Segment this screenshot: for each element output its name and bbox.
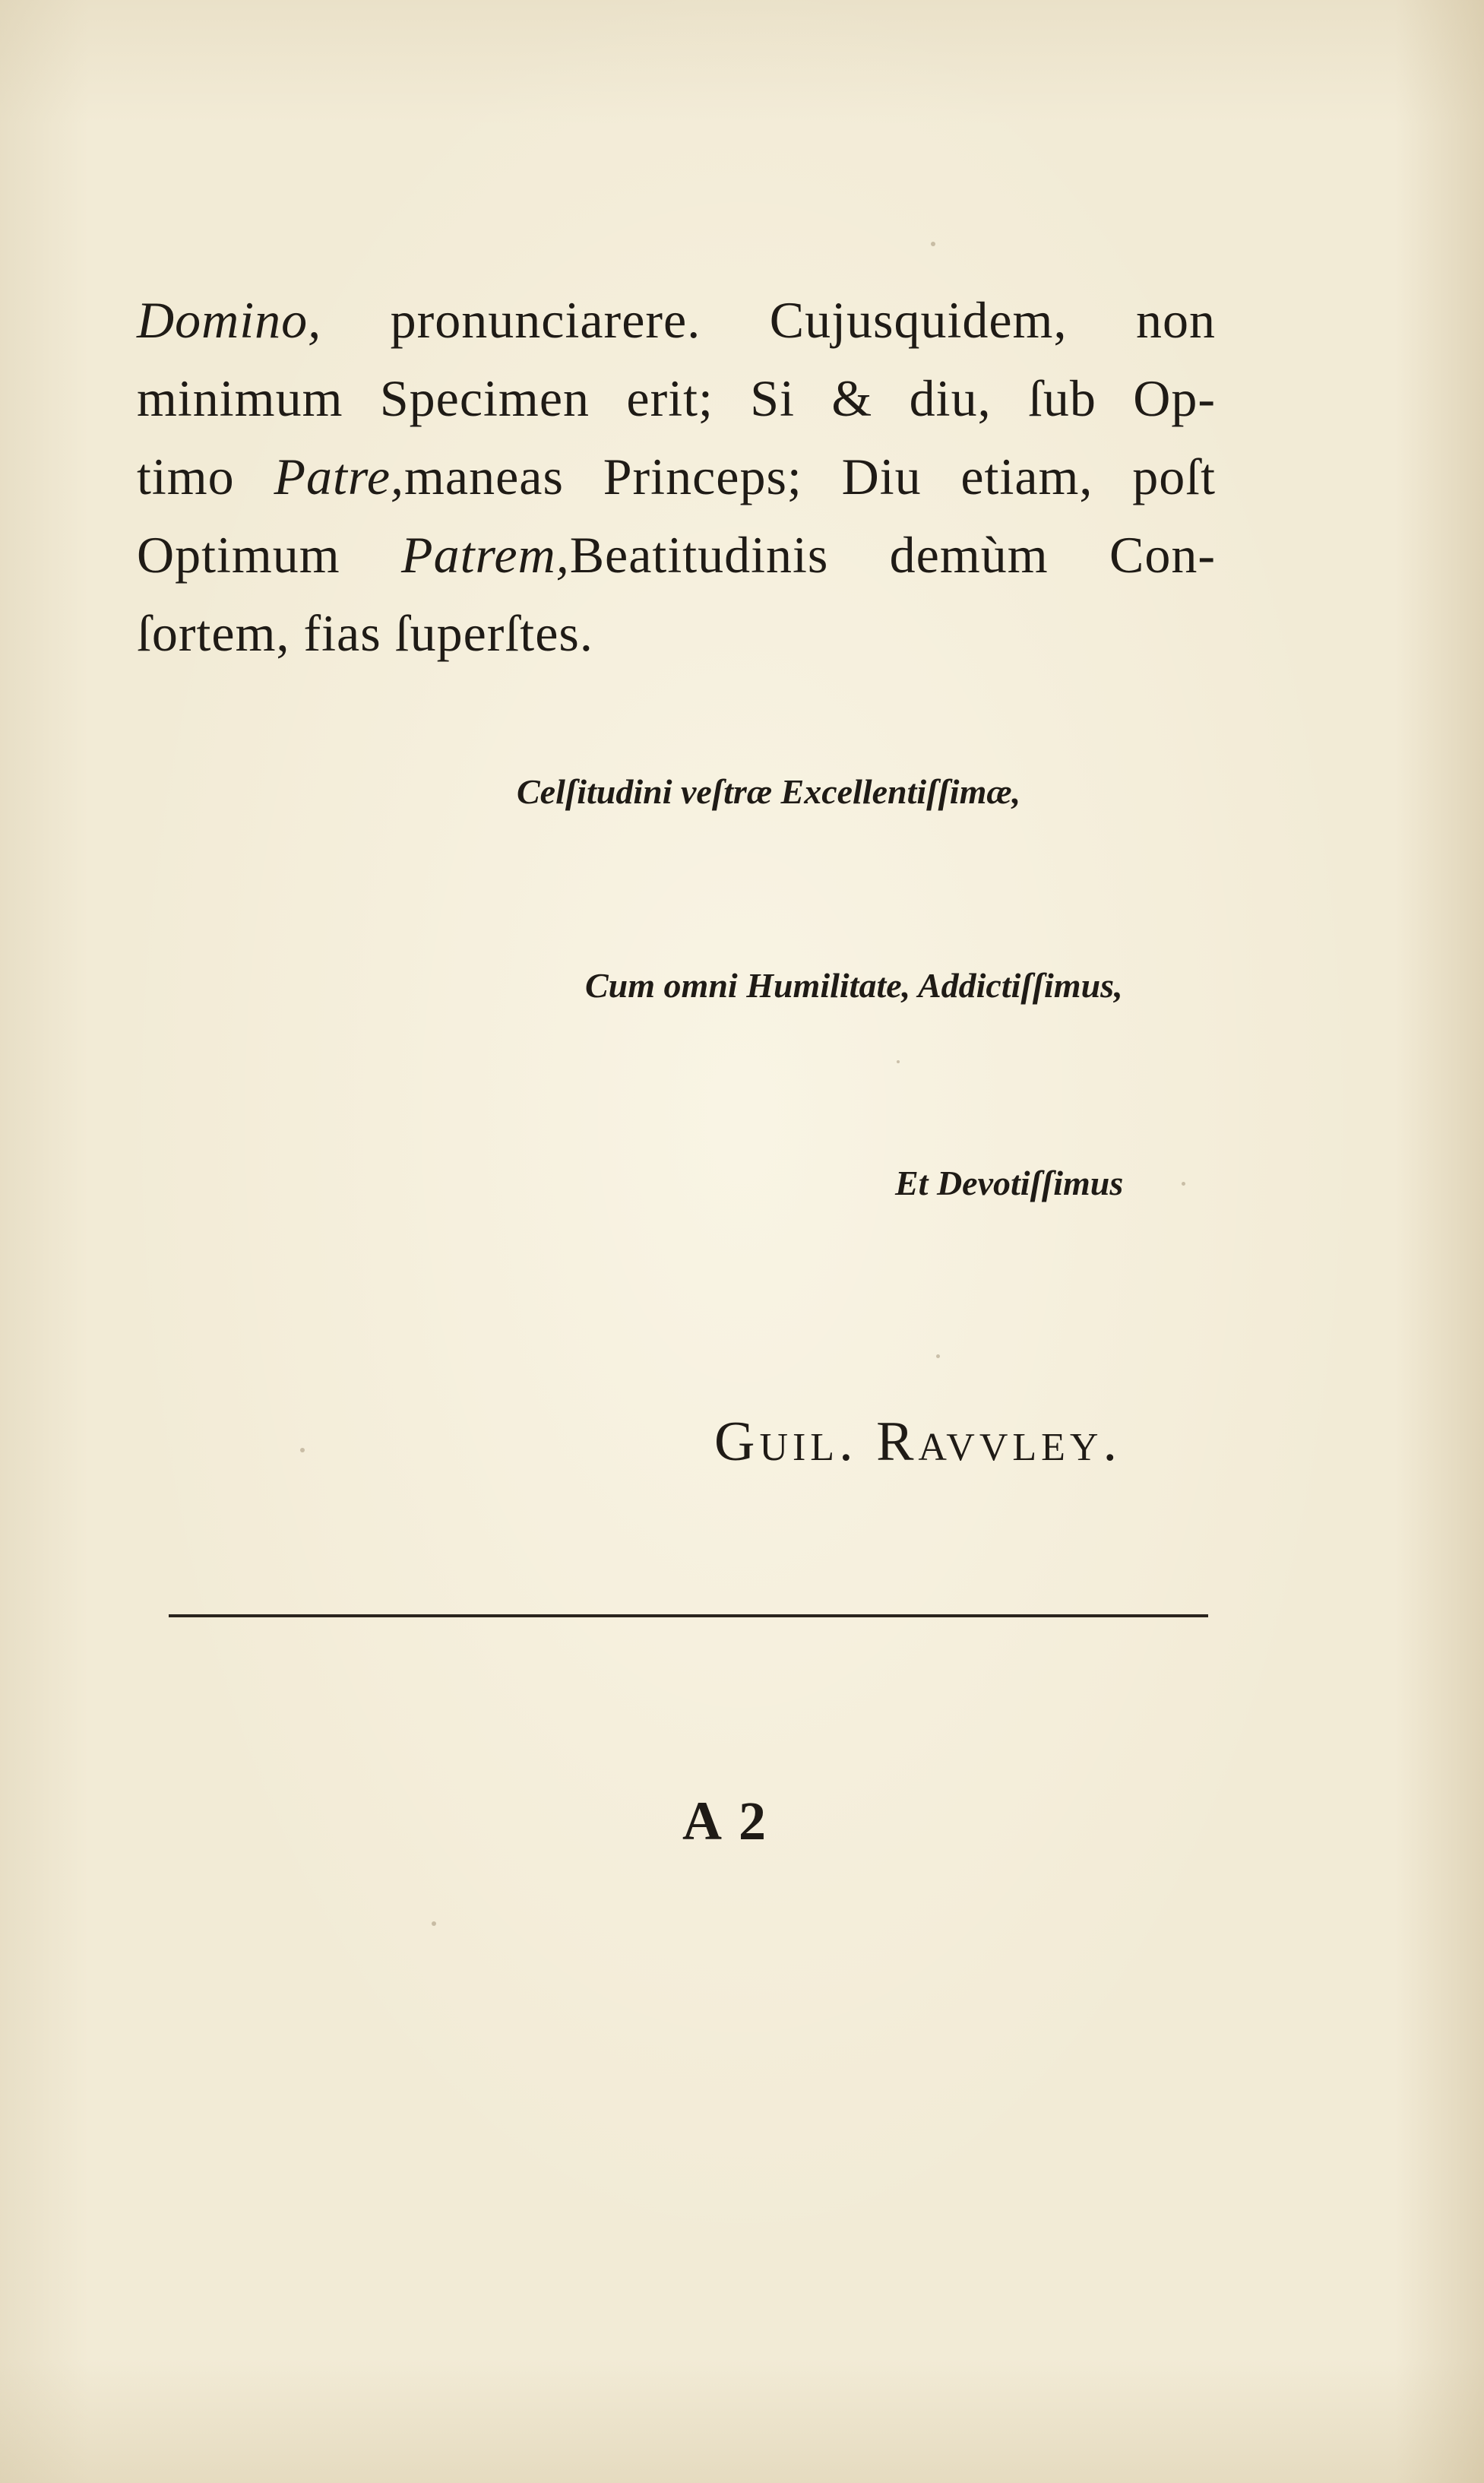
paper-speck [300, 1448, 305, 1452]
paper-speck [936, 1354, 940, 1358]
closing-salutation-line-3: Et Devotiſſimus [895, 1164, 1124, 1202]
author-signature: Guil. Ravvley. [714, 1411, 1122, 1473]
body-line-1 [137, 281, 1216, 359]
body-line-3-part-3: maneas Princeps; Diu etiam, poſt [404, 448, 1216, 505]
closing-salutation-line-1: Celſitudini veſtræ Excellentiſſimæ, [517, 772, 1021, 811]
body-line-1-part-2: pronunciarere. Cujusquidem, non [321, 291, 1216, 349]
body-line-3-part-1: timo [137, 448, 274, 505]
paper-speck [897, 1060, 900, 1063]
body-line-5 [137, 594, 1216, 673]
body-line-3-part-2: Patre, [274, 448, 405, 505]
body-line-5-part-1: ſortem, fias ſuperſtes. [137, 604, 593, 662]
paper-speck [432, 1921, 436, 1926]
horizontal-rule [169, 1614, 1208, 1617]
body-line-4-part-1: Optimum [137, 526, 402, 584]
body-line-4-part-3: Beatitudinis demùm Con- [569, 526, 1216, 584]
body-line-4 [137, 516, 1216, 594]
body-line-4-part-2: Patrem, [401, 526, 570, 584]
body-line-3 [137, 438, 1216, 516]
body-line-2 [137, 359, 1216, 438]
paper-speck [931, 242, 935, 246]
body-line-2-part-1: minimum Specimen erit; Si & diu, ſub Op- [137, 369, 1216, 427]
paper-speck [1182, 1182, 1185, 1186]
closing-salutation-line-2: Cum omni Humilitate, Addictiſſimus, [585, 966, 1123, 1005]
body-line-1-part-1: Domino, [137, 291, 322, 349]
signature-mark: A 2 [682, 1791, 770, 1851]
dedication-body-text [137, 281, 1216, 673]
